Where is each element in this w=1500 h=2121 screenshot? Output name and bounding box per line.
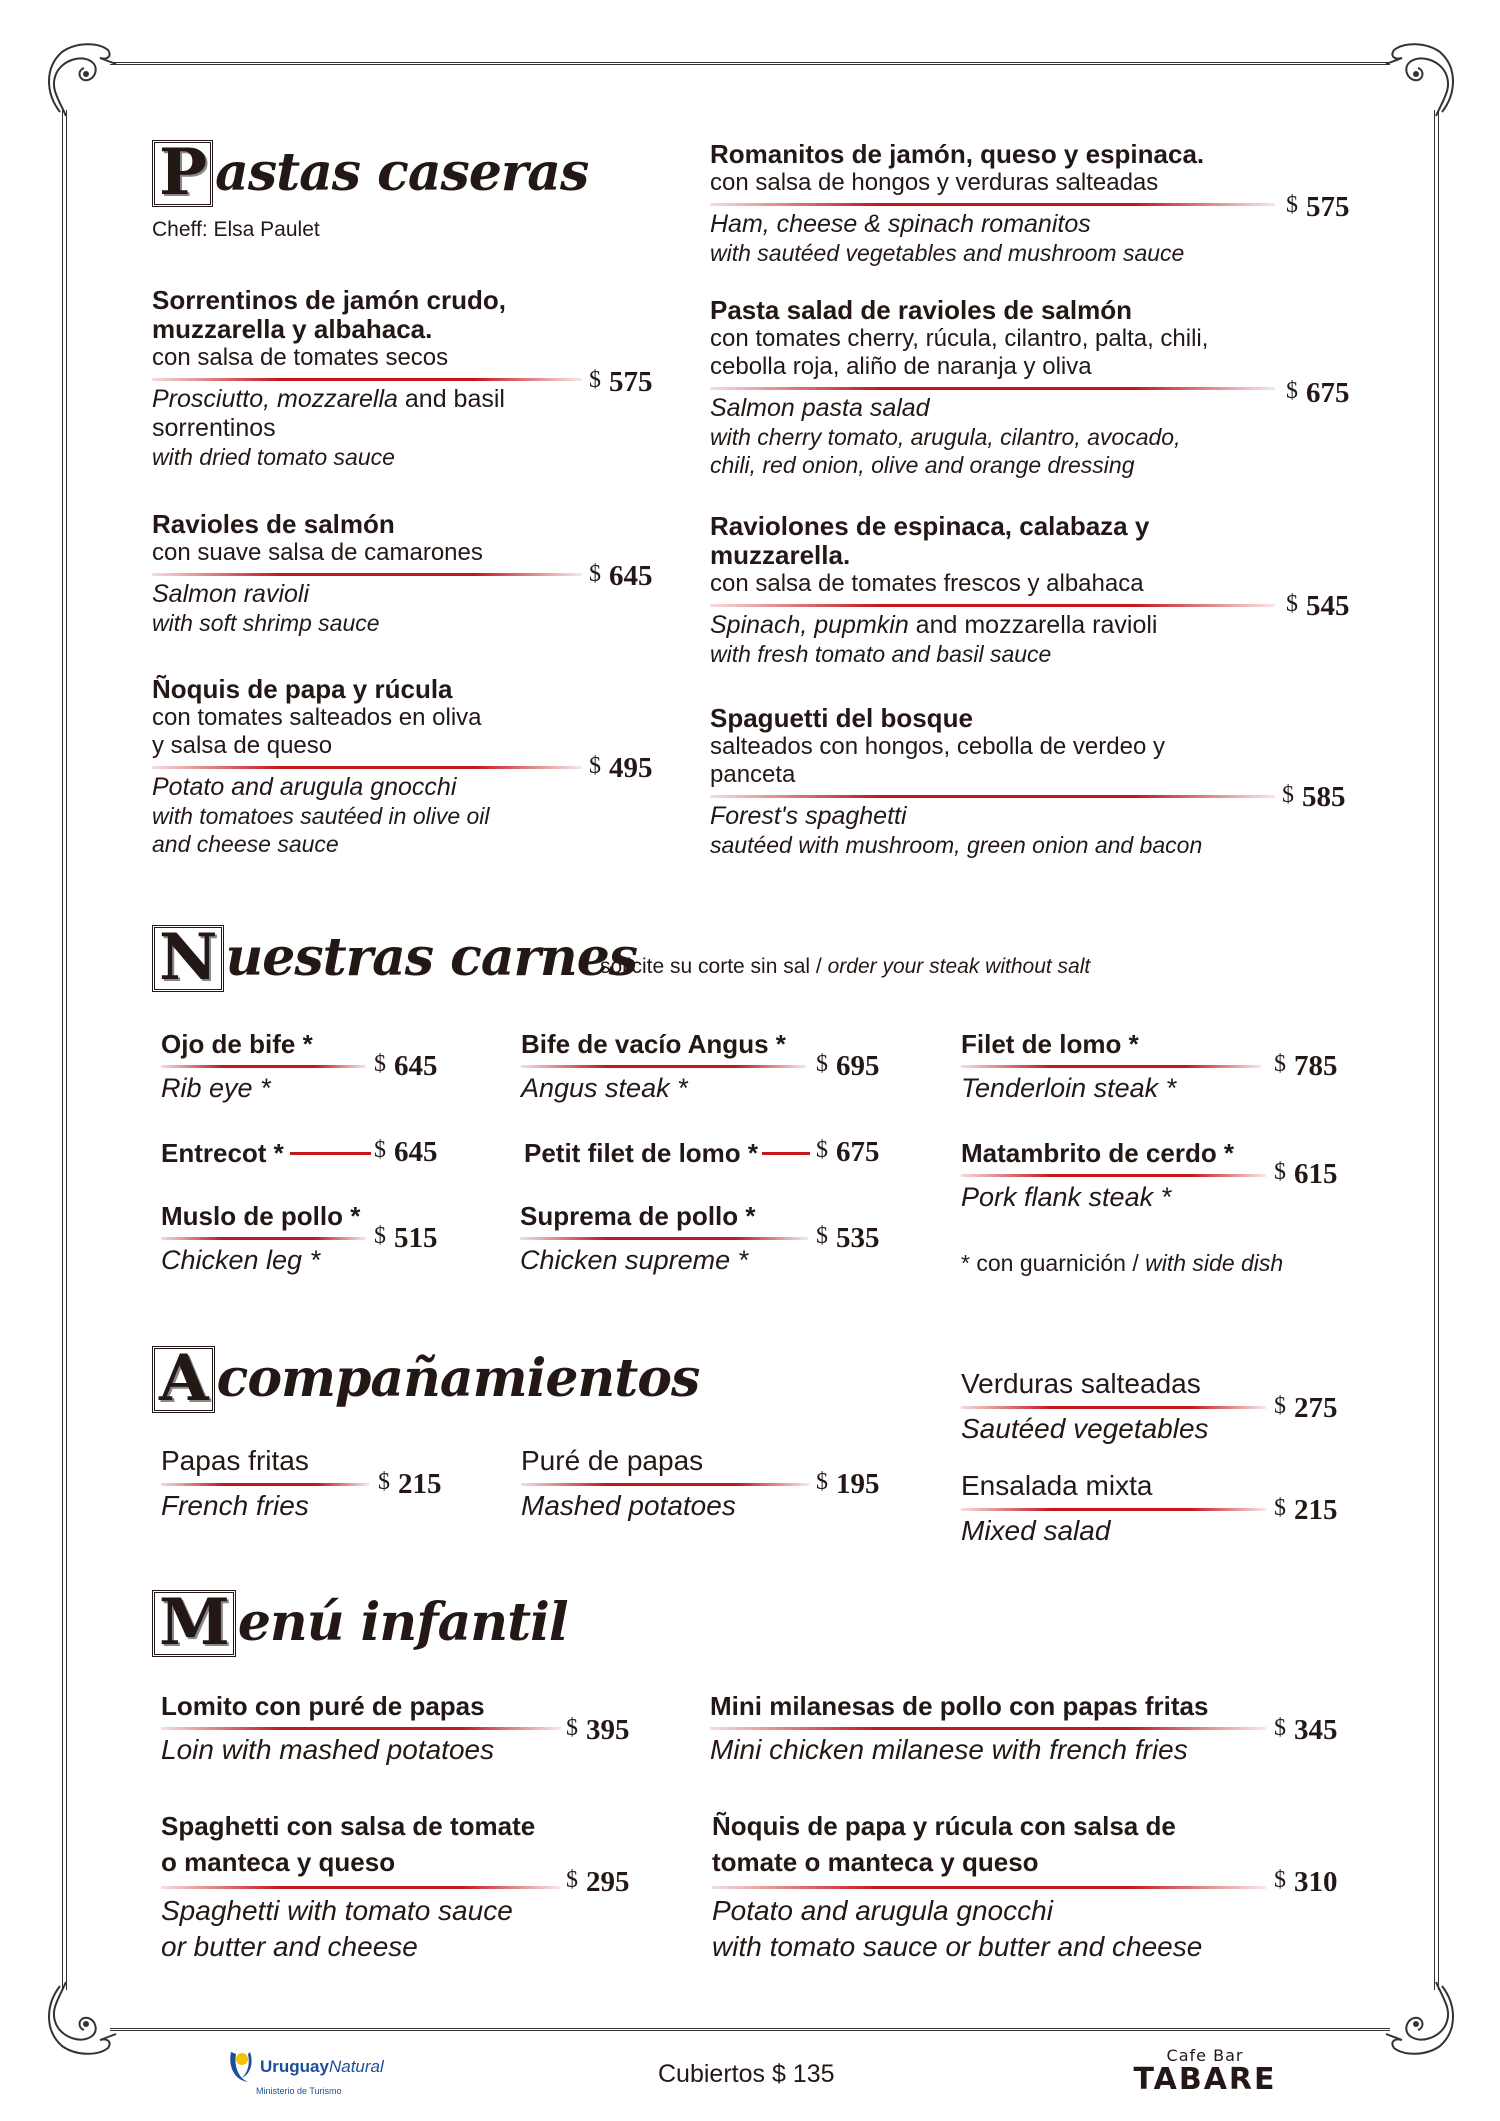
item-title: Sorrentinos de jamón crudo, — [152, 285, 506, 315]
menu-item-pasta-salad — [710, 296, 1275, 479]
side-dish-footnote — [961, 1250, 1283, 1277]
side-item-ensalada-mixta — [961, 1470, 1266, 1547]
frame-bottom-border — [110, 2028, 1390, 2031]
currency-symbol: $ — [1282, 782, 1294, 808]
item-title: Lomito con puré de papas — [161, 1691, 485, 1721]
item-price — [816, 1136, 880, 1169]
red-rule — [762, 1152, 810, 1155]
cover-charge: Cubiertos $ 135 — [658, 2060, 835, 2088]
corner-ornament-bottom-right — [1384, 1980, 1464, 2060]
item-price — [1274, 1494, 1338, 1527]
red-rule — [152, 766, 582, 769]
item-name-es: Puré de papas — [521, 1445, 704, 1476]
item-name-en: with tomato sauce or butter and cheese — [712, 1931, 1203, 1962]
side-item-pure-de-papas — [521, 1445, 809, 1522]
price-value: 535 — [836, 1222, 880, 1254]
item-name-en: Mashed potatoes — [521, 1490, 736, 1521]
item-price — [1274, 1866, 1338, 1899]
item-name-en: Chicken leg * — [161, 1245, 321, 1275]
heading-initial: A — [152, 1346, 215, 1413]
price-value: 215 — [1294, 1494, 1338, 1526]
currency-symbol: $ — [816, 1051, 828, 1077]
item-title: Filet de lomo * — [961, 1029, 1139, 1059]
item-description-es: con salsa de tomates secos — [152, 344, 449, 371]
price-value: 645 — [609, 560, 653, 592]
menu-item-entrecot — [161, 1139, 371, 1168]
uruguay-natural-logo — [228, 2048, 384, 2096]
menu-item-bife-vacio-angus — [521, 1030, 806, 1104]
currency-symbol: $ — [1274, 1051, 1286, 1077]
item-price — [1282, 781, 1346, 814]
salt-note — [600, 955, 1090, 979]
currency-symbol: $ — [566, 1867, 578, 1893]
section-heading-acompanamientos — [152, 1341, 700, 1416]
logo-top-text: Cafe Bar — [1166, 2046, 1244, 2065]
item-price — [566, 1866, 630, 1899]
item-description-es: con tomates salteados en oliva — [152, 704, 482, 731]
item-title: Matambrito de cerdo * — [961, 1138, 1235, 1168]
item-price — [589, 560, 653, 593]
logo-text-bold: Uruguay — [260, 2057, 329, 2076]
heading-text: astas caseras — [215, 142, 589, 203]
menu-item-ravioles-salmon — [152, 510, 582, 637]
section-heading-infantil — [152, 1585, 568, 1660]
red-rule — [152, 378, 582, 381]
item-name-en: Pork flank steak * — [961, 1182, 1172, 1212]
item-description-en: with sautéed vegetables and mushroom sauce — [710, 240, 1185, 266]
item-description-en: with soft shrimp sauce — [152, 610, 380, 636]
item-name-en-plain: and basil — [397, 385, 505, 413]
section-heading-carnes — [152, 920, 638, 995]
currency-symbol: $ — [1286, 591, 1298, 617]
heading-text: enú infantil — [237, 1592, 568, 1653]
item-description-en: and cheese sauce — [152, 831, 339, 857]
red-rule — [152, 573, 582, 576]
item-description-es: con tomates cherry, rúcula, cilantro, palta, chili, — [710, 325, 1209, 352]
frame-left-border — [62, 110, 67, 1990]
item-name-en: Ham, cheese & spinach romanitos — [710, 210, 1091, 238]
red-rule — [710, 604, 1275, 607]
item-title: tomate o manteca y queso — [712, 1847, 1039, 1877]
currency-symbol: $ — [589, 367, 601, 393]
corner-ornament-top-right — [1384, 38, 1464, 118]
item-title: Bife de vacío Angus * — [521, 1029, 786, 1059]
currency-symbol: $ — [374, 1223, 386, 1249]
red-rule — [161, 1483, 369, 1486]
price-value: 295 — [586, 1866, 630, 1898]
item-price — [589, 752, 653, 785]
item-name-es: Verduras salteadas — [961, 1368, 1201, 1399]
item-description-en: sautéed with mushroom, green onion and bacon — [710, 832, 1203, 858]
currency-symbol: $ — [566, 1715, 578, 1741]
price-value: 275 — [1294, 1392, 1338, 1424]
red-rule — [710, 1727, 1266, 1730]
price-value: 575 — [1306, 191, 1350, 223]
heading-text: compañamientos — [216, 1348, 700, 1409]
red-rule — [520, 1237, 808, 1240]
item-price — [1274, 1050, 1338, 1083]
red-rule — [521, 1483, 809, 1486]
item-price — [1286, 191, 1350, 224]
price-value: 585 — [1302, 781, 1346, 813]
corner-ornament-bottom-left — [38, 1980, 118, 2060]
item-title: Ñoquis de papa y rúcula — [152, 674, 453, 704]
item-name-en: Loin with mashed potatoes — [161, 1734, 495, 1765]
item-name-en: Spaghetti with tomato sauce — [161, 1895, 513, 1926]
currency-symbol: $ — [1274, 1495, 1286, 1521]
item-title: Muslo de pollo * — [161, 1201, 361, 1231]
kids-item-noquis — [712, 1808, 1266, 1965]
frame-top-border — [110, 62, 1390, 65]
footnote-en: with side dish — [1145, 1250, 1284, 1276]
note-es: solicite su corte sin sal / — [600, 955, 828, 978]
item-title: Ravioles de salmón — [152, 509, 395, 539]
price-value: 645 — [394, 1136, 438, 1168]
item-description-es: salteados con hongos, cebolla de verdeo y — [710, 733, 1165, 760]
side-item-papas-fritas — [161, 1445, 369, 1522]
item-price — [589, 366, 653, 399]
price-value: 345 — [1294, 1714, 1338, 1746]
currency-symbol: $ — [589, 561, 601, 587]
item-title: Spaguetti del bosque — [710, 703, 973, 733]
item-description-es: y salsa de queso — [152, 732, 333, 759]
item-description-es: panceta — [710, 761, 796, 788]
item-description-es: con salsa de tomates frescos y albahaca — [710, 570, 1144, 597]
price-value: 545 — [1306, 590, 1350, 622]
item-price — [816, 1468, 880, 1501]
note-en: order your steak without salt — [827, 955, 1091, 978]
red-rule — [161, 1886, 561, 1889]
currency-symbol: $ — [589, 753, 601, 779]
kids-item-lomito — [161, 1692, 561, 1766]
item-name-en: Potato and arugula gnocchi — [712, 1895, 1053, 1926]
menu-item-ojo-de-bife — [161, 1030, 366, 1104]
red-rule — [161, 1727, 561, 1730]
kids-item-spaghetti — [161, 1808, 561, 1965]
item-name-en: sorrentinos — [152, 414, 276, 442]
heading-initial: M — [152, 1590, 236, 1657]
menu-item-muslo-pollo — [161, 1202, 366, 1276]
item-title: Raviolones de espinaca, calabaza y — [710, 511, 1150, 541]
item-name-en: Spinach, pupmkin — [710, 611, 909, 639]
currency-symbol: $ — [816, 1137, 828, 1163]
currency-symbol: $ — [816, 1469, 828, 1495]
item-price — [816, 1050, 880, 1083]
item-description-en: with cherry tomato, arugula, cilantro, avocado, — [710, 424, 1181, 450]
menu-item-petit-filet — [524, 1139, 810, 1168]
item-price — [1286, 590, 1350, 623]
item-name-en: Forest's spaghetti — [710, 802, 907, 830]
red-rule — [290, 1152, 371, 1155]
item-price — [816, 1222, 880, 1255]
menu-item-raviolones — [710, 512, 1275, 668]
item-price — [1274, 1158, 1338, 1191]
item-name-es: Papas fritas — [161, 1445, 309, 1476]
item-title: Ojo de bife * — [161, 1029, 313, 1059]
side-item-verduras-salteadas — [961, 1368, 1266, 1445]
menu-item-spaguetti-bosque — [710, 704, 1275, 859]
item-description-en: with tomatoes sautéed in olive oil — [152, 803, 490, 829]
item-price — [374, 1050, 438, 1083]
currency-symbol: $ — [374, 1137, 386, 1163]
item-name-en: Tenderloin steak * — [961, 1073, 1177, 1103]
item-price — [378, 1468, 442, 1501]
item-price — [1274, 1392, 1338, 1425]
menu-item-romanitos — [710, 140, 1275, 267]
currency-symbol: $ — [378, 1469, 390, 1495]
red-rule — [961, 1174, 1266, 1177]
red-rule — [961, 1406, 1266, 1409]
item-title: Mini milanesas de pollo con papas fritas — [710, 1691, 1209, 1721]
price-value: 215 — [398, 1468, 442, 1500]
price-value: 495 — [609, 752, 653, 784]
item-name-en: or butter and cheese — [161, 1931, 418, 1962]
item-description-es: con suave salsa de camarones — [152, 539, 483, 566]
heading-initial: N — [152, 925, 224, 992]
currency-symbol: $ — [1274, 1393, 1286, 1419]
menu-item-matambrito — [961, 1139, 1266, 1213]
item-title: Spaghetti con salsa de tomate — [161, 1811, 536, 1841]
kids-item-mini-milanesas — [710, 1692, 1266, 1766]
cafe-bar-tabare-logo — [1130, 2046, 1280, 2095]
red-rule — [161, 1237, 366, 1240]
red-rule — [521, 1065, 806, 1068]
red-rule — [710, 795, 1275, 798]
currency-symbol: $ — [1286, 192, 1298, 218]
item-price — [374, 1136, 438, 1169]
item-name-en: French fries — [161, 1490, 309, 1521]
currency-symbol: $ — [1286, 378, 1298, 404]
price-value: 515 — [394, 1222, 438, 1254]
item-name-en-plain: and mozzarella ravioli — [908, 611, 1158, 639]
item-name-en: Mixed salad — [961, 1515, 1111, 1546]
item-name-en: Salmon ravioli — [152, 580, 310, 608]
item-name-en: Sautéed vegetables — [961, 1413, 1209, 1444]
item-title: Petit filet de lomo * — [524, 1138, 759, 1168]
price-value: 195 — [836, 1468, 880, 1500]
logo-main-text: TABARE — [1133, 2062, 1277, 2097]
item-name-es: Ensalada mixta — [961, 1470, 1153, 1501]
red-rule — [961, 1508, 1266, 1511]
item-price — [374, 1222, 438, 1255]
currency-symbol: $ — [1274, 1715, 1286, 1741]
menu-item-filet-de-lomo — [961, 1030, 1261, 1104]
menu-item-sorrentinos — [152, 286, 582, 471]
currency-symbol: $ — [374, 1051, 386, 1077]
item-title: o manteca y queso — [161, 1847, 396, 1877]
heading-initial: P — [152, 140, 213, 207]
corner-ornament-top-left — [38, 38, 118, 118]
item-description-es: con salsa de hongos y verduras salteadas — [710, 169, 1159, 196]
menu-item-suprema-pollo — [520, 1202, 808, 1276]
red-rule — [710, 203, 1275, 206]
item-price — [1274, 1714, 1338, 1747]
item-price — [566, 1714, 630, 1747]
item-price — [1286, 377, 1350, 410]
item-title: Pasta salad de ravioles de salmón — [710, 295, 1132, 325]
item-name-en: Chicken supreme * — [520, 1245, 749, 1275]
logo-subtitle: Ministerio de Turismo — [256, 2086, 342, 2096]
frame-right-border — [1434, 110, 1439, 1990]
price-value: 785 — [1294, 1050, 1338, 1082]
uruguay-sun-icon — [228, 2048, 256, 2086]
red-rule — [161, 1065, 366, 1068]
item-title: muzzarella y albahaca. — [152, 314, 433, 344]
item-title: Suprema de pollo * — [520, 1201, 756, 1231]
red-rule — [961, 1065, 1261, 1068]
section-heading-pastas — [152, 135, 589, 210]
price-value: 310 — [1294, 1866, 1338, 1898]
item-description-en: chili, red onion, olive and orange dressing — [710, 452, 1135, 478]
logo-text-italic: Natural — [328, 2057, 384, 2076]
item-description-en: with dried tomato sauce — [152, 444, 395, 470]
item-title: Ñoquis de papa y rúcula con salsa de — [712, 1811, 1176, 1841]
price-value: 395 — [586, 1714, 630, 1746]
heading-text: uestras carnes — [225, 927, 638, 988]
currency-symbol: $ — [1274, 1867, 1286, 1893]
item-title: Entrecot * — [161, 1138, 284, 1168]
currency-symbol: $ — [816, 1223, 828, 1249]
price-value: 675 — [836, 1136, 880, 1168]
item-name-en: Angus steak * — [521, 1073, 688, 1103]
item-name-en: Potato and arugula gnocchi — [152, 773, 457, 801]
item-title: muzzarella. — [710, 540, 851, 570]
currency-symbol: $ — [1274, 1159, 1286, 1185]
price-value: 675 — [1306, 377, 1350, 409]
price-value: 575 — [609, 366, 653, 398]
red-rule — [712, 1886, 1266, 1889]
footnote-es: * con guarnición / — [961, 1250, 1146, 1276]
item-name-en: Prosciutto, mozzarella — [152, 385, 398, 413]
item-title: Romanitos de jamón, queso y espinaca. — [710, 139, 1205, 169]
price-value: 645 — [394, 1050, 438, 1082]
price-value: 695 — [836, 1050, 880, 1082]
item-description-es: cebolla roja, aliño de naranja y oliva — [710, 353, 1092, 380]
item-name-en: Mini chicken milanese with french fries — [710, 1734, 1188, 1765]
item-name-en: Salmon pasta salad — [710, 394, 930, 422]
price-value: 615 — [1294, 1158, 1338, 1190]
item-name-en: Rib eye * — [161, 1073, 271, 1103]
item-description-en: with fresh tomato and basil sauce — [710, 641, 1052, 667]
red-rule — [710, 387, 1275, 390]
menu-item-noquis — [152, 675, 582, 858]
chef-credit: Cheff: Elsa Paulet — [152, 218, 320, 241]
